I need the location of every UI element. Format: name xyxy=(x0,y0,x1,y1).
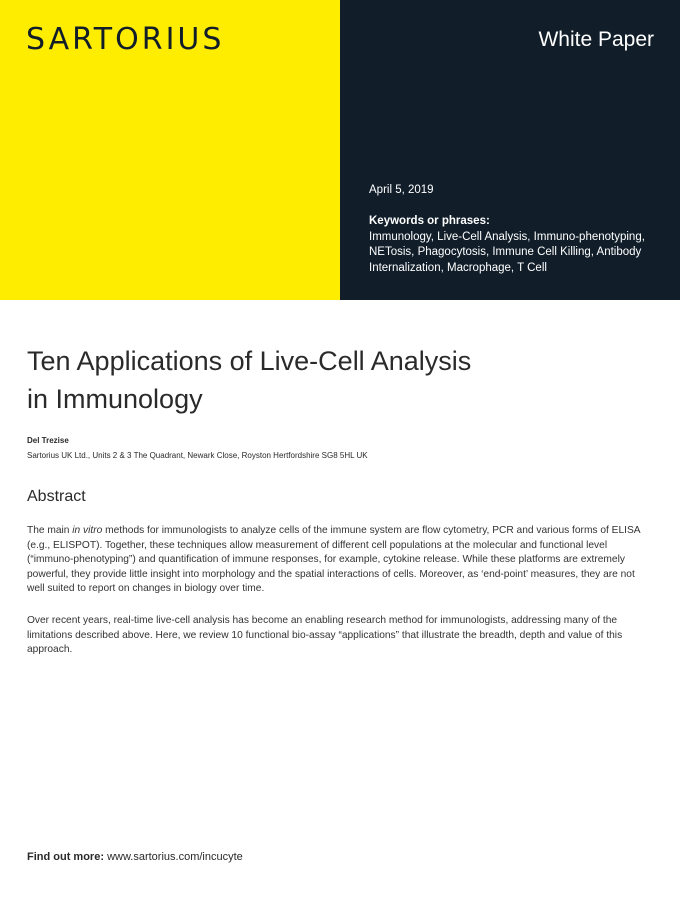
title-line-1: Ten Applications of Live-Cell Analysis xyxy=(27,346,472,376)
abstract-paragraph-2: Over recent years, real-time live-cell analysis has become an enabling research method for immunologists, addressing many of the limitations described above. Here, we review 10 functional bio-assay “applications” that illustrate the breadth, depth and value of this approach. xyxy=(27,615,623,656)
author-name: Del Trezise xyxy=(27,436,69,445)
keywords-list: Immunology, Live-Cell Analysis, Immuno-phenotyping, NETosis, Phagocytosis, Immune Cell Killing, Antibody Internalization, Macrophage, T Cell xyxy=(369,230,645,274)
publication-date: April 5, 2019 xyxy=(369,184,434,196)
yellow-panel xyxy=(0,0,340,300)
p1-italic-term: in vitro xyxy=(72,525,103,536)
abstract-heading: Abstract xyxy=(27,488,86,505)
sartorius-logo: SARTORIUS xyxy=(26,22,225,57)
keywords-block xyxy=(369,214,659,276)
cover-header xyxy=(0,0,680,300)
footer-url-link[interactable]: www.sartorius.com/incucyte xyxy=(107,851,243,863)
p1-text-start: The main xyxy=(27,525,73,536)
page-title xyxy=(27,342,587,418)
keywords-label: Keywords or phrases: xyxy=(369,215,490,227)
document-type: White Paper xyxy=(538,28,654,51)
author-affiliation: Sartorius UK Ltd., Units 2 & 3 The Quadrant, Newark Close, Royston Hertfordshire SG8 5HL UK xyxy=(27,451,368,460)
footer-label: Find out more: xyxy=(27,851,104,863)
footer-link-line xyxy=(27,851,243,863)
abstract-paragraph-1 xyxy=(27,524,649,597)
title-line-2: in Immunology xyxy=(27,384,203,414)
navy-panel xyxy=(340,0,680,300)
p1-text-end: methods for immunologists to analyze cells of the immune system are flow cytometry, PCR and various forms of ELISA (e.g., ELISPOT). Together, these techniques allow measurement of different cell populations at the molecular and functional level (“immuno-phenotyping”) and quantification of immune responses, for example, cytokine release. While these platforms are extremely powerful, they provide little insight into morphology and the spatial interactions of cells. Moreover, as ‘end-point’ measures, they are not well suited to report on changes in biology over time. xyxy=(27,525,641,595)
